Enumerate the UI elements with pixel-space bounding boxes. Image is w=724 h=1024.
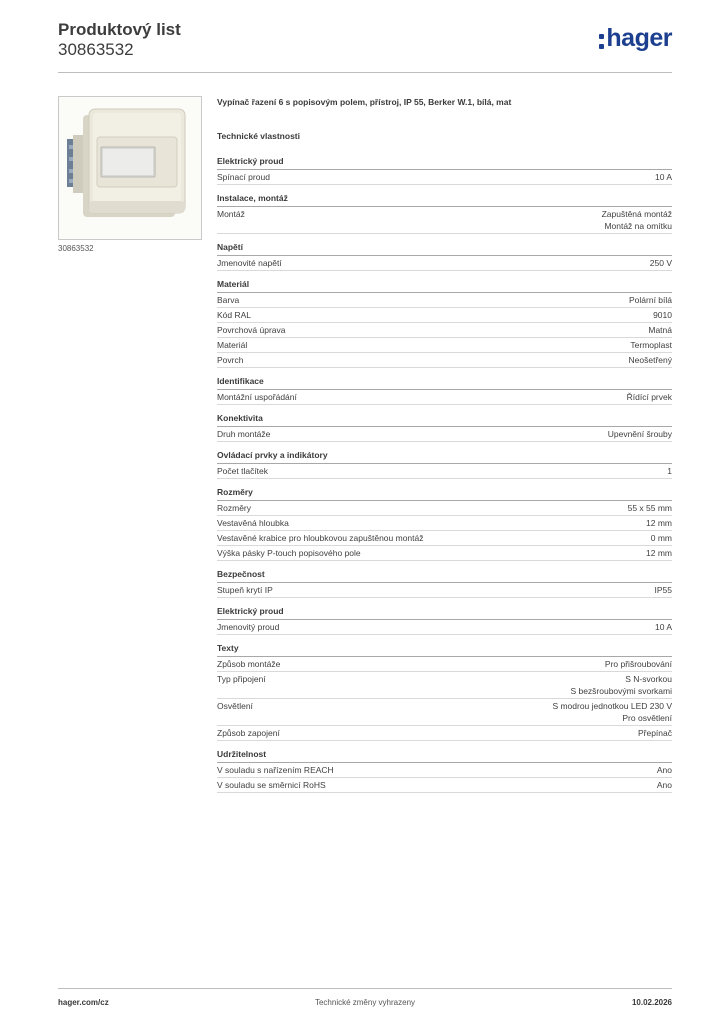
spec-values: [650, 257, 672, 269]
spec-row: [217, 390, 672, 405]
spec-values: [570, 673, 672, 697]
spec-section: [217, 749, 672, 793]
footer-notice: Technické změny vyhrazeny: [314, 998, 416, 1007]
spec-section: [217, 569, 672, 598]
spec-label: Způsob montáže: [217, 659, 281, 669]
spec-row: [217, 516, 672, 531]
spec-value: Termoplast: [630, 340, 672, 350]
spec-row: [217, 546, 672, 561]
spec-label: Povrchová úprava: [217, 325, 286, 335]
section-title: Elektrický proud: [217, 156, 672, 170]
spec-value: Zapuštěná montáž: [601, 209, 672, 219]
spec-label: V souladu se směrnicí RoHS: [217, 780, 326, 790]
logo-dots-icon: [599, 34, 604, 49]
spec-section: [217, 156, 672, 185]
spec-section: [217, 643, 672, 741]
spec-value: Ano: [656, 780, 672, 790]
spec-value: S modrou jednotkou LED 230 V: [552, 701, 672, 711]
footer-website: hager.com/cz: [58, 998, 109, 1007]
spec-label: Počet tlačítek: [217, 466, 269, 476]
spec-value: Upevnění šrouby: [607, 429, 672, 439]
spec-values: [655, 171, 672, 183]
spec-values: [667, 465, 672, 477]
spec-row: [217, 778, 672, 793]
spec-values: [630, 339, 672, 351]
spec-value: Pro osvětlení: [622, 713, 672, 723]
spec-label: Vestavěné krabice pro hloubkovou zapuštěnou montáž: [217, 533, 424, 543]
spec-label: Způsob zapojení: [217, 728, 280, 738]
spec-values: [628, 502, 672, 514]
spec-value: Polární bílá: [629, 295, 672, 305]
technical-properties-heading: Technické vlastnosti: [217, 131, 300, 141]
spec-row: [217, 293, 672, 308]
section-title: Instalace, montáž: [217, 193, 672, 207]
page-footer: [58, 998, 672, 1010]
spec-row: [217, 672, 672, 699]
spec-label: Stupeň krytí IP: [217, 585, 273, 595]
spec-label: Druh montáže: [217, 429, 271, 439]
spec-row: [217, 338, 672, 353]
spec-label: Materiál: [217, 340, 248, 350]
spec-values: [648, 324, 672, 336]
section-title: Identifikace: [217, 376, 672, 390]
specification-content: [217, 96, 672, 801]
spec-label: Spínací proud: [217, 172, 270, 182]
hager-logo: [599, 24, 672, 53]
spec-values: [608, 428, 672, 440]
spec-label: Jmenovitý proud: [217, 622, 280, 632]
spec-section: [217, 450, 672, 479]
spec-section: [217, 413, 672, 442]
spec-value: Matná: [648, 325, 672, 335]
spec-value: IP55: [654, 585, 672, 595]
spec-row: [217, 464, 672, 479]
spec-label: Osvětlení: [217, 701, 253, 711]
header-divider: [58, 72, 672, 73]
spec-row: [217, 353, 672, 368]
spec-values: [629, 294, 672, 306]
spec-label: Kód RAL: [217, 310, 252, 320]
spec-label: Montážní uspořádání: [217, 392, 297, 402]
spec-value: S N-svorkou: [625, 674, 672, 684]
product-description: Vypínač řazení 6 s popisovým polem, přístroj, IP 55, Berker W.1, bílá, mat: [217, 97, 512, 107]
spec-value: S bezšroubovými svorkami: [570, 686, 672, 696]
spec-values: [605, 658, 672, 670]
spec-values: [653, 309, 672, 321]
spec-row: [217, 256, 672, 271]
spec-values: [655, 621, 672, 633]
spec-row: [217, 323, 672, 338]
spec-row: [217, 726, 672, 741]
section-title: Elektrický proud: [217, 606, 672, 620]
spec-value: 0 mm: [650, 533, 672, 543]
section-title: Bezpečnost: [217, 569, 672, 583]
spec-value: Pro přišroubování: [604, 659, 672, 669]
document-title: Produktový list: [58, 20, 181, 39]
section-title: Rozměry: [217, 487, 672, 501]
spec-value: 1: [667, 466, 672, 476]
spec-values: [657, 764, 672, 776]
image-caption: 30863532: [58, 244, 94, 253]
spec-label: Vestavěná hloubka: [217, 518, 289, 528]
section-title: Materiál: [217, 279, 672, 293]
spec-label: Jmenovité napětí: [217, 258, 282, 268]
spec-value: 250 V: [649, 258, 672, 268]
page-header: [58, 20, 672, 60]
spec-row: [217, 427, 672, 442]
spec-value: Řídící prvek: [626, 392, 672, 402]
spec-values: [657, 779, 672, 791]
spec-values: [646, 547, 672, 559]
spec-values: [651, 532, 672, 544]
spec-section: [217, 376, 672, 405]
spec-row: [217, 657, 672, 672]
spec-section: [217, 487, 672, 561]
spec-value: Montáž na omítku: [604, 221, 672, 231]
footer-date: 10.02.2026: [631, 998, 672, 1007]
footer-divider: [58, 988, 672, 989]
spec-section: [217, 606, 672, 635]
spec-value: Neošetřený: [628, 355, 672, 365]
spec-row: [217, 531, 672, 546]
spec-label: V souladu s nařízením REACH: [217, 765, 334, 775]
spec-section: [217, 193, 672, 234]
spec-row: [217, 699, 672, 726]
section-title: Napětí: [217, 242, 672, 256]
switch-illustration: [59, 97, 201, 239]
spec-row: [217, 207, 672, 234]
spec-row: [217, 501, 672, 516]
spec-value: 55 x 55 mm: [627, 503, 672, 513]
logo-text: hager: [606, 24, 672, 52]
spec-value: 10 A: [654, 622, 672, 632]
spec-label: Typ připojení: [217, 674, 266, 684]
section-title: Konektivita: [217, 413, 672, 427]
spec-values: [629, 354, 672, 366]
section-title: Ovládací prvky a indikátory: [217, 450, 672, 464]
spec-section: [217, 242, 672, 271]
spec-section: [217, 279, 672, 368]
spec-values: [552, 700, 672, 724]
document-number: 30863532: [58, 40, 134, 59]
spec-label: Povrch: [217, 355, 244, 365]
section-title: Udržitelnost: [217, 749, 672, 763]
spec-row: [217, 308, 672, 323]
spec-row: [217, 763, 672, 778]
spec-value: 12 mm: [646, 518, 672, 528]
specification-sections: [217, 156, 672, 793]
spec-value: Ano: [656, 765, 672, 775]
spec-value: Přepínač: [637, 728, 672, 738]
spec-values: [627, 391, 672, 403]
spec-label: Výška pásky P-touch popisového pole: [217, 548, 361, 558]
spec-label: Montáž: [217, 209, 245, 219]
spec-row: [217, 170, 672, 185]
spec-row: [217, 583, 672, 598]
spec-value: 10 A: [654, 172, 672, 182]
spec-values: [602, 208, 672, 232]
spec-values: [655, 584, 673, 596]
spec-value: 12 mm: [646, 548, 672, 558]
spec-values: [646, 517, 672, 529]
product-image: [58, 96, 202, 240]
spec-label: Barva: [217, 295, 240, 305]
spec-value: 9010: [653, 310, 672, 320]
spec-label: Rozměry: [217, 503, 252, 513]
section-title: Texty: [217, 643, 672, 657]
spec-values: [638, 727, 672, 739]
spec-row: [217, 620, 672, 635]
